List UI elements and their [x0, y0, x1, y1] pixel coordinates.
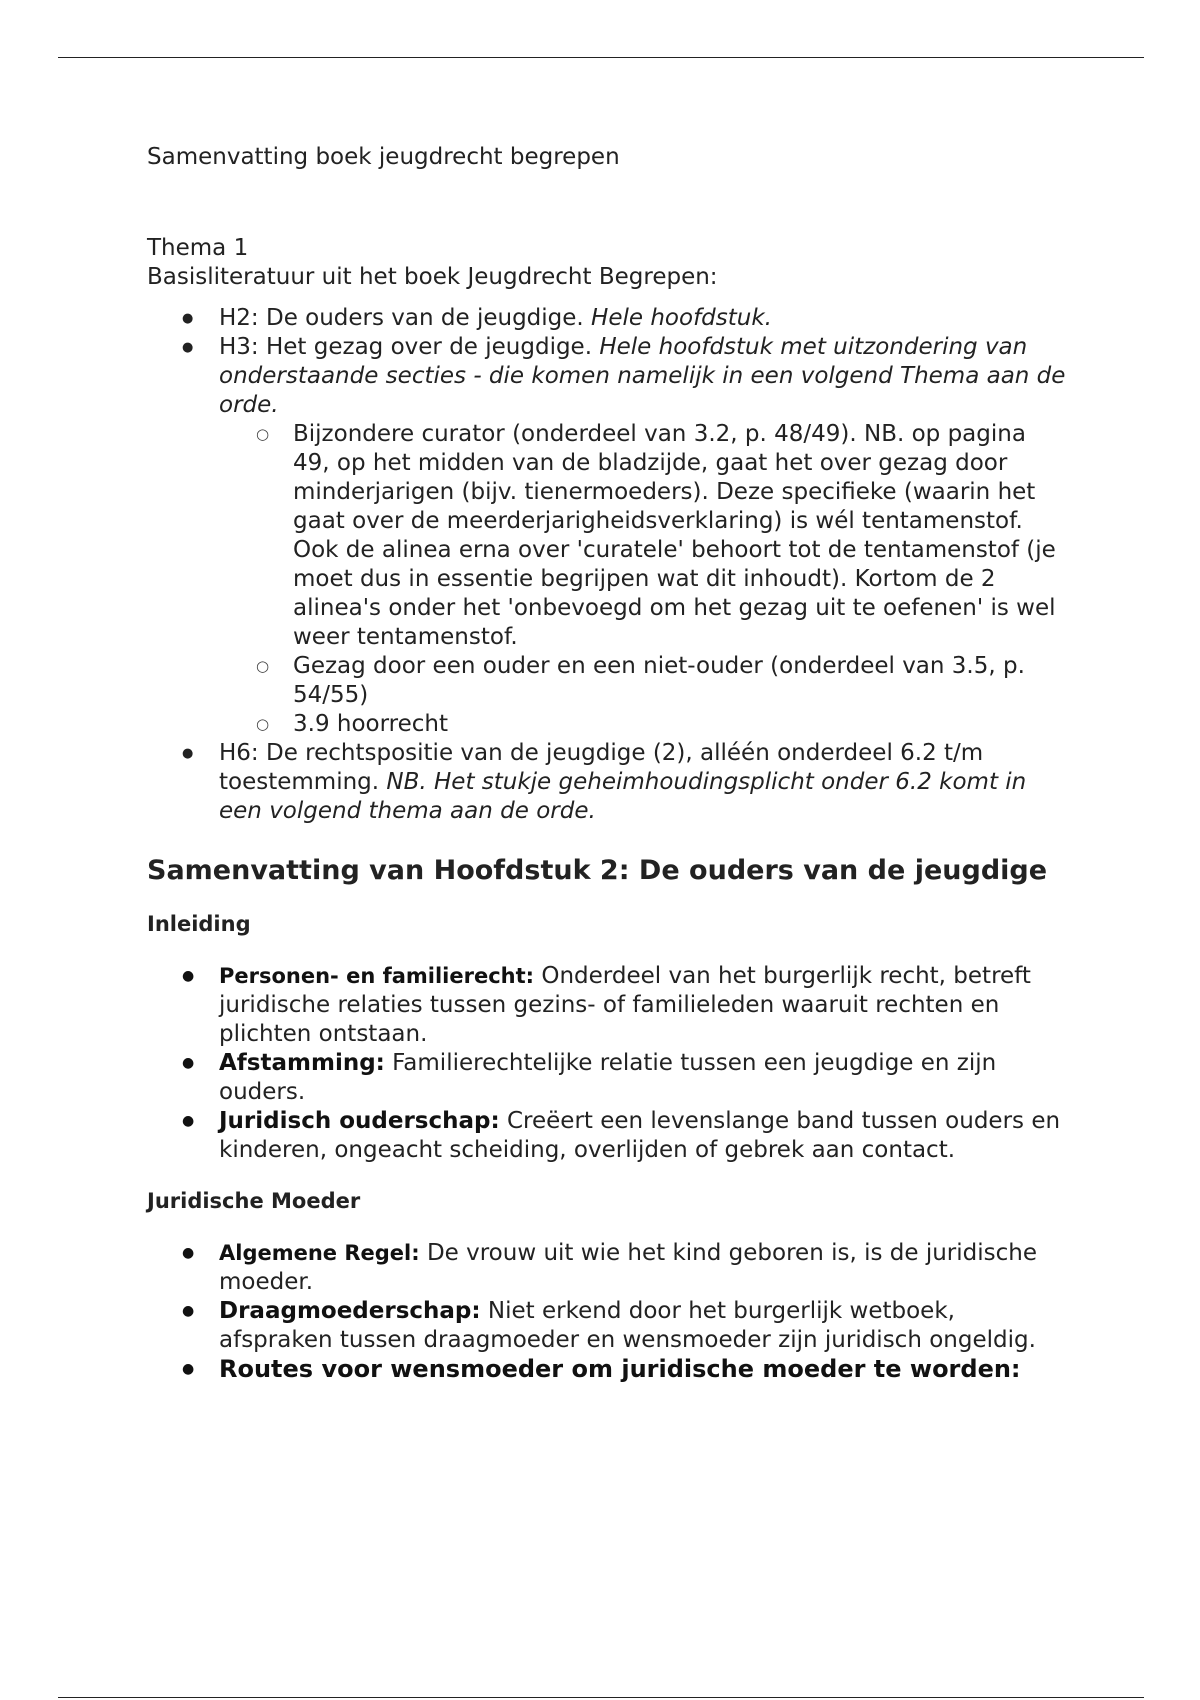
bottom-rule: [58, 1697, 1144, 1698]
definition-text: Familierechtelijke relatie tussen een jeugdige en zijn ouders.: [219, 1050, 997, 1105]
definition-term: Algemene Regel:: [219, 1241, 420, 1265]
definition-text: De vrouw uit wie het kind geboren is, is de juridische moeder.: [219, 1240, 1037, 1295]
definition-term: Routes voor wensmoeder om juridische moeder te worden:: [219, 1355, 1021, 1383]
definition-text: Creëert een levenslange band tussen ouders en kinderen, ongeacht scheiding, overlijden of gebrek aan contact.: [219, 1108, 1061, 1163]
theme-label: Thema 1: [147, 235, 249, 261]
definition-term: Draagmoederschap:: [219, 1298, 481, 1324]
definition-text: Niet erkend door het burgerlijk wetboek, afspraken tussen draagmoeder en wensmoeder zijn juridisch ongeldig.: [219, 1298, 1036, 1353]
literature-intro: Basisliteratuur uit het boek Jeugdrecht Begrepen:: [147, 264, 718, 290]
list-item-note: Hele hoofdstuk.: [591, 305, 772, 331]
definition-item: [147, 1239, 1067, 1297]
list-item-text: H6: De rechtspositie van de jeugdige (2), alléén onderdeel 6.2 t/m toestemming.: [219, 740, 984, 795]
top-rule: [58, 57, 1144, 58]
definition-list: [147, 1239, 1067, 1385]
section-heading: Juridische Moeder: [147, 1189, 361, 1213]
definition-term: Personen- en familierecht:: [219, 964, 535, 988]
sublist-item: ○ 3.9 hoorrecht: [219, 710, 1067, 739]
definition-term: Juridisch ouderschap:: [219, 1108, 500, 1134]
list-item-note: Hele hoofdstuk met uitzondering van onderstaande secties - die komen namelijk in een volgend Thema aan de orde.: [219, 334, 1066, 418]
sublist-item: ○ Gezag door een ouder en een niet-ouder (onderdeel van 3.5, p. 54/55): [219, 652, 1067, 710]
definition-item: [147, 1355, 1067, 1385]
list-item: [147, 304, 1067, 333]
definition-text: Onderdeel van het burgerlijk recht, betreft juridische relaties tussen gezins- of familieleden waaruit rechten en plichten ontstaan.: [219, 963, 1031, 1047]
section-heading: Inleiding: [147, 912, 251, 936]
list-item: [147, 739, 1067, 826]
list-item: [147, 333, 1067, 739]
definition-item: [147, 962, 1067, 1049]
list-item-text: H3: Het gezag over de jeugdige.: [219, 334, 600, 360]
list-item-note: NB. Het stukje geheimhoudingsplicht onder 6.2 komt in een volgend thema aan de orde.: [219, 769, 1027, 824]
definition-item: [147, 1107, 1067, 1165]
definition-item: [147, 1049, 1067, 1107]
sublist-item: ○ Bijzondere curator (onderdeel van 3.2, p. 48/49). NB. op pagina 49, op het midden van de bladzijde, gaat het over gezag door minderjarigen (bijv. tienermoeders). Deze specifieke (waarin het gaat over de meerderjarigheidsverklaring) is wél tentamenstof. Ook de alinea erna over 'curatele' behoort tot de tentamenstof (je moet dus in essentie begrijpen wat dit inhoudt). Kortom de 2 alinea's onder het 'onbevoegd om het gezag uit te oefenen' is wel weer tentamenstof.: [219, 420, 1067, 652]
definition-item: [147, 1297, 1067, 1355]
summary-heading: Samenvatting van Hoofdstuk 2: De ouders van de jeugdige: [147, 855, 1048, 886]
sublist: [219, 420, 1067, 739]
list-item-text: H2: De ouders van de jeugdige.: [219, 305, 592, 331]
definition-term: Afstamming:: [219, 1050, 385, 1076]
document-title: Samenvatting boek jeugdrecht begrepen: [147, 144, 620, 170]
document-body: [147, 143, 1067, 1385]
definition-list: [147, 962, 1067, 1165]
literature-list: [147, 304, 1067, 826]
